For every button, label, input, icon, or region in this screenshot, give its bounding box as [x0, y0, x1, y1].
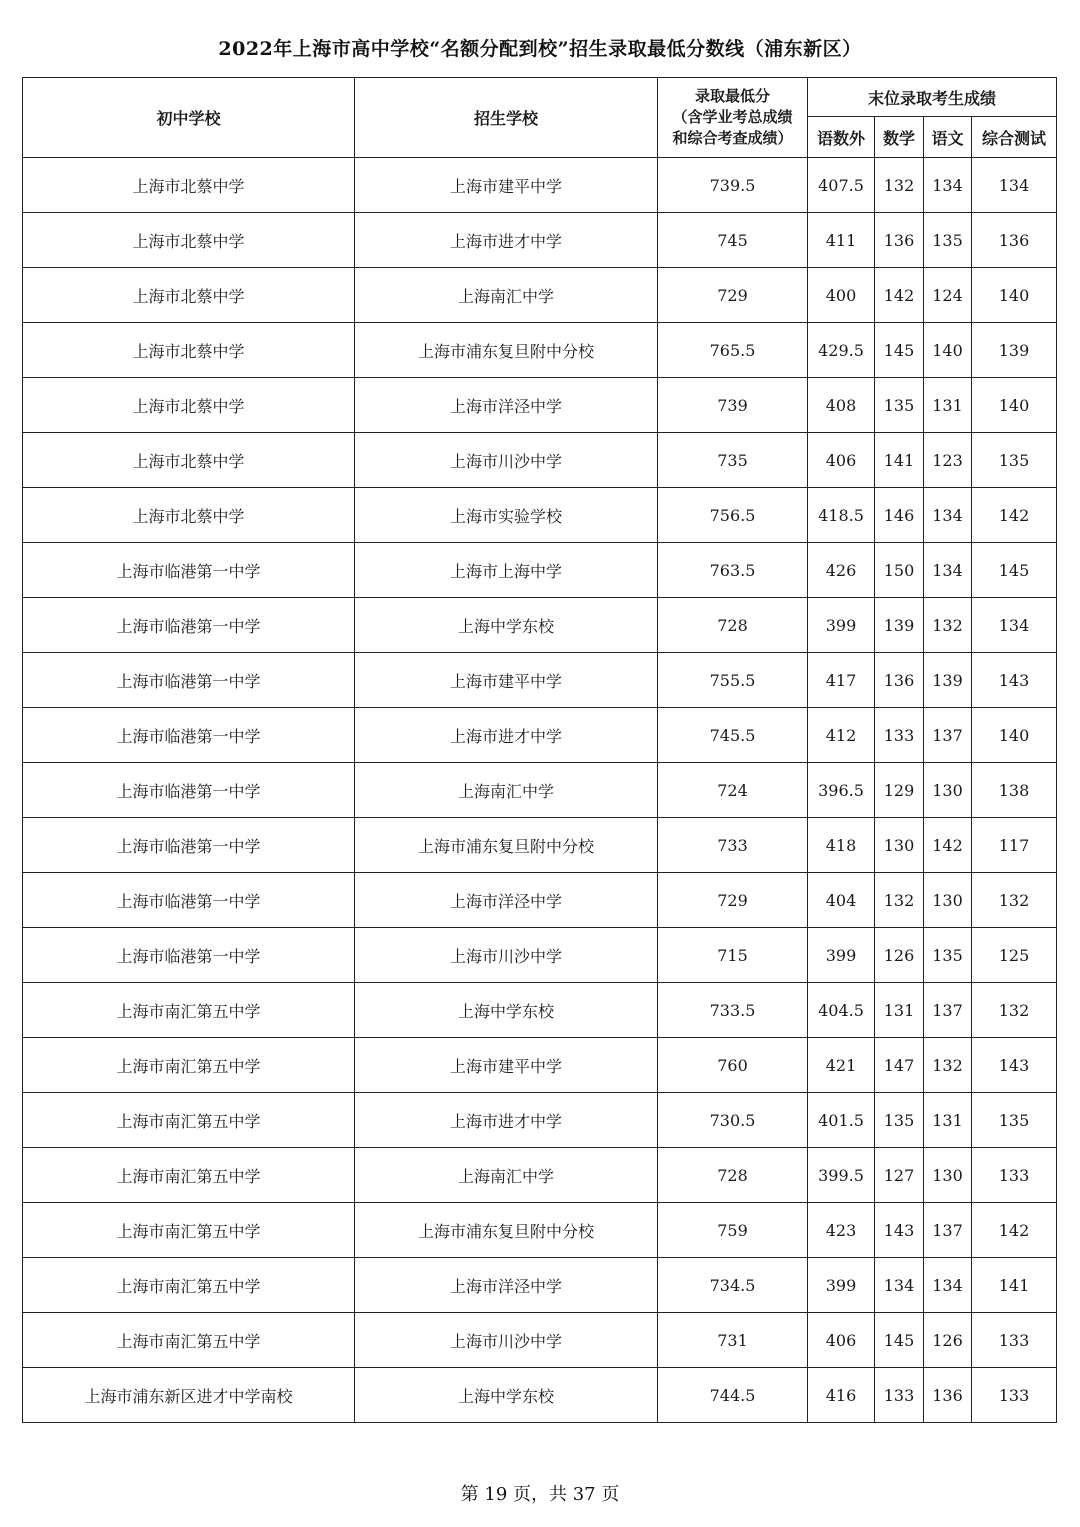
- cell-yushuwai: 407.5: [808, 158, 875, 213]
- cell-min-score: 728: [658, 598, 808, 653]
- cell-comprehensive: 133: [972, 1148, 1057, 1203]
- table-row: [23, 928, 1057, 983]
- cell-junior-school: 上海市北蔡中学: [23, 323, 355, 378]
- cell-enroll-school: 上海市建平中学: [355, 1038, 658, 1093]
- cell-enroll-school: 上海市川沙中学: [355, 928, 658, 983]
- cell-enroll-school: 上海市浦东复旦附中分校: [355, 818, 658, 873]
- table-row: [23, 1258, 1057, 1313]
- cell-comprehensive: 133: [972, 1368, 1057, 1423]
- cell-junior-school: 上海市临港第一中学: [23, 598, 355, 653]
- cell-junior-school: 上海市南汇第五中学: [23, 1313, 355, 1368]
- cell-chinese: 137: [924, 708, 972, 763]
- cell-junior-school: 上海市北蔡中学: [23, 378, 355, 433]
- header-min-score: [658, 78, 808, 158]
- cell-comprehensive: 136: [972, 213, 1057, 268]
- cell-junior-school: 上海市北蔡中学: [23, 433, 355, 488]
- cell-comprehensive: 134: [972, 598, 1057, 653]
- cell-enroll-school: 上海市川沙中学: [355, 433, 658, 488]
- cell-junior-school: 上海市临港第一中学: [23, 928, 355, 983]
- cell-yushuwai: 429.5: [808, 323, 875, 378]
- cell-junior-school: 上海市临港第一中学: [23, 543, 355, 598]
- cell-chinese: 135: [924, 213, 972, 268]
- cell-min-score: 724: [658, 763, 808, 818]
- header-last-admitted-group: 末位录取考生成绩: [808, 78, 1057, 117]
- cell-math: 150: [875, 543, 924, 598]
- cell-chinese: 123: [924, 433, 972, 488]
- cell-yushuwai: 404.5: [808, 983, 875, 1038]
- cell-math: 132: [875, 158, 924, 213]
- cell-math: 147: [875, 1038, 924, 1093]
- cell-junior-school: 上海市北蔡中学: [23, 213, 355, 268]
- cell-yushuwai: 404: [808, 873, 875, 928]
- cell-math: 131: [875, 983, 924, 1038]
- table-row: [23, 873, 1057, 928]
- table-row: [23, 1148, 1057, 1203]
- cell-comprehensive: 145: [972, 543, 1057, 598]
- cell-enroll-school: 上海市洋泾中学: [355, 378, 658, 433]
- cell-junior-school: 上海市临港第一中学: [23, 818, 355, 873]
- cell-min-score: 760: [658, 1038, 808, 1093]
- cell-min-score: 730.5: [658, 1093, 808, 1148]
- cell-junior-school: 上海市南汇第五中学: [23, 1203, 355, 1258]
- cell-yushuwai: 406: [808, 433, 875, 488]
- cell-yushuwai: 400: [808, 268, 875, 323]
- cell-junior-school: 上海市南汇第五中学: [23, 1038, 355, 1093]
- cell-enroll-school: 上海市建平中学: [355, 158, 658, 213]
- cell-math: 127: [875, 1148, 924, 1203]
- header-chinese: 语文: [924, 117, 972, 158]
- table-row: [23, 653, 1057, 708]
- cell-enroll-school: 上海市进才中学: [355, 213, 658, 268]
- cell-comprehensive: 143: [972, 653, 1057, 708]
- cell-junior-school: 上海市临港第一中学: [23, 763, 355, 818]
- cell-chinese: 134: [924, 158, 972, 213]
- cell-chinese: 134: [924, 488, 972, 543]
- cell-junior-school: 上海市浦东新区进才中学南校: [23, 1368, 355, 1423]
- cell-chinese: 124: [924, 268, 972, 323]
- cell-junior-school: 上海市南汇第五中学: [23, 1148, 355, 1203]
- cell-min-score: 763.5: [658, 543, 808, 598]
- cell-math: 134: [875, 1258, 924, 1313]
- cell-yushuwai: 406: [808, 1313, 875, 1368]
- cell-min-score: 745: [658, 213, 808, 268]
- cell-min-score: 739.5: [658, 158, 808, 213]
- cell-min-score: 728: [658, 1148, 808, 1203]
- cell-yushuwai: 416: [808, 1368, 875, 1423]
- cell-chinese: 132: [924, 598, 972, 653]
- cell-junior-school: 上海市南汇第五中学: [23, 1093, 355, 1148]
- cell-enroll-school: 上海中学东校: [355, 598, 658, 653]
- cell-enroll-school: 上海市进才中学: [355, 1093, 658, 1148]
- header-enroll-school: 招生学校: [355, 78, 658, 158]
- cell-comprehensive: 132: [972, 983, 1057, 1038]
- table-row: [23, 1093, 1057, 1148]
- cell-min-score: 715: [658, 928, 808, 983]
- table-row: [23, 1203, 1057, 1258]
- cell-yushuwai: 399: [808, 598, 875, 653]
- header-min-score-line2: （含学业考总成绩: [672, 108, 793, 126]
- header-yushuwai: 语数外: [808, 117, 875, 158]
- cell-min-score: 756.5: [658, 488, 808, 543]
- cell-comprehensive: 141: [972, 1258, 1057, 1313]
- table-row: [23, 543, 1057, 598]
- cell-junior-school: 上海市北蔡中学: [23, 158, 355, 213]
- cell-math: 142: [875, 268, 924, 323]
- cell-math: 136: [875, 213, 924, 268]
- cell-min-score: 729: [658, 873, 808, 928]
- table-row: [23, 708, 1057, 763]
- cell-math: 132: [875, 873, 924, 928]
- table-row: [23, 433, 1057, 488]
- cell-comprehensive: 140: [972, 708, 1057, 763]
- cell-math: 143: [875, 1203, 924, 1258]
- cell-min-score: 745.5: [658, 708, 808, 763]
- cell-comprehensive: 135: [972, 1093, 1057, 1148]
- cell-junior-school: 上海市临港第一中学: [23, 708, 355, 763]
- cell-enroll-school: 上海市川沙中学: [355, 1313, 658, 1368]
- cell-math: 135: [875, 1093, 924, 1148]
- cell-comprehensive: 138: [972, 763, 1057, 818]
- cell-math: 129: [875, 763, 924, 818]
- header-min-score-line1: 录取最低分: [694, 87, 770, 105]
- cell-math: 146: [875, 488, 924, 543]
- cell-comprehensive: 140: [972, 378, 1057, 433]
- cell-comprehensive: 139: [972, 323, 1057, 378]
- table-row: [23, 268, 1057, 323]
- cell-comprehensive: 125: [972, 928, 1057, 983]
- cell-comprehensive: 135: [972, 433, 1057, 488]
- table-row: [23, 1038, 1057, 1093]
- cell-enroll-school: 上海中学东校: [355, 1368, 658, 1423]
- header-junior-school: 初中学校: [23, 78, 355, 158]
- cell-min-score: 744.5: [658, 1368, 808, 1423]
- cell-chinese: 126: [924, 1313, 972, 1368]
- table-row: [23, 323, 1057, 378]
- cell-min-score: 739: [658, 378, 808, 433]
- cell-chinese: 130: [924, 1148, 972, 1203]
- cell-chinese: 130: [924, 873, 972, 928]
- table-row: [23, 818, 1057, 873]
- cell-math: 145: [875, 1313, 924, 1368]
- cell-min-score: 735: [658, 433, 808, 488]
- cell-comprehensive: 132: [972, 873, 1057, 928]
- cell-math: 135: [875, 378, 924, 433]
- cell-math: 126: [875, 928, 924, 983]
- table-row: [23, 378, 1057, 433]
- cell-junior-school: 上海市临港第一中学: [23, 873, 355, 928]
- cell-chinese: 134: [924, 543, 972, 598]
- cell-chinese: 142: [924, 818, 972, 873]
- table-row: [23, 1313, 1057, 1368]
- cell-yushuwai: 399: [808, 1258, 875, 1313]
- cell-yushuwai: 417: [808, 653, 875, 708]
- cell-enroll-school: 上海市实验学校: [355, 488, 658, 543]
- cell-chinese: 140: [924, 323, 972, 378]
- cell-junior-school: 上海市临港第一中学: [23, 653, 355, 708]
- cell-chinese: 137: [924, 1203, 972, 1258]
- cell-chinese: 137: [924, 983, 972, 1038]
- table-row: [23, 213, 1057, 268]
- cell-min-score: 731: [658, 1313, 808, 1368]
- table-row: [23, 488, 1057, 543]
- cell-chinese: 135: [924, 928, 972, 983]
- table-row: [23, 598, 1057, 653]
- cell-yushuwai: 396.5: [808, 763, 875, 818]
- cell-math: 133: [875, 708, 924, 763]
- document-title: 2022年上海市高中学校“名额分配到校”招生录取最低分数线（浦东新区）: [218, 38, 862, 60]
- cell-math: 133: [875, 1368, 924, 1423]
- cell-comprehensive: 133: [972, 1313, 1057, 1368]
- table-row: [23, 1368, 1057, 1423]
- table-body: [23, 158, 1057, 1423]
- cell-min-score: 765.5: [658, 323, 808, 378]
- cell-enroll-school: 上海市浦东复旦附中分校: [355, 1203, 658, 1258]
- cell-chinese: 139: [924, 653, 972, 708]
- cell-enroll-school: 上海市建平中学: [355, 653, 658, 708]
- cell-math: 139: [875, 598, 924, 653]
- cell-chinese: 132: [924, 1038, 972, 1093]
- cell-enroll-school: 上海南汇中学: [355, 268, 658, 323]
- cell-comprehensive: 142: [972, 488, 1057, 543]
- cell-comprehensive: 143: [972, 1038, 1057, 1093]
- table-row: [23, 158, 1057, 213]
- cell-yushuwai: 408: [808, 378, 875, 433]
- cell-yushuwai: 418: [808, 818, 875, 873]
- cell-min-score: 733: [658, 818, 808, 873]
- cell-math: 145: [875, 323, 924, 378]
- cell-enroll-school: 上海市进才中学: [355, 708, 658, 763]
- cell-yushuwai: 418.5: [808, 488, 875, 543]
- cell-junior-school: 上海市北蔡中学: [23, 268, 355, 323]
- admission-score-table: [22, 77, 1057, 1423]
- cell-min-score: 759: [658, 1203, 808, 1258]
- cell-math: 136: [875, 653, 924, 708]
- cell-junior-school: 上海市南汇第五中学: [23, 983, 355, 1038]
- cell-min-score: 733.5: [658, 983, 808, 1038]
- cell-chinese: 131: [924, 378, 972, 433]
- cell-yushuwai: 411: [808, 213, 875, 268]
- cell-yushuwai: 399.5: [808, 1148, 875, 1203]
- table-row: [23, 983, 1057, 1038]
- cell-math: 130: [875, 818, 924, 873]
- cell-min-score: 734.5: [658, 1258, 808, 1313]
- cell-comprehensive: 140: [972, 268, 1057, 323]
- cell-min-score: 729: [658, 268, 808, 323]
- cell-chinese: 136: [924, 1368, 972, 1423]
- cell-comprehensive: 142: [972, 1203, 1057, 1258]
- cell-comprehensive: 117: [972, 818, 1057, 873]
- cell-junior-school: 上海市南汇第五中学: [23, 1258, 355, 1313]
- cell-yushuwai: 412: [808, 708, 875, 763]
- cell-min-score: 755.5: [658, 653, 808, 708]
- cell-yushuwai: 399: [808, 928, 875, 983]
- cell-enroll-school: 上海南汇中学: [355, 1148, 658, 1203]
- header-min-score-line3: 和综合考查成绩）: [672, 129, 793, 147]
- cell-comprehensive: 134: [972, 158, 1057, 213]
- cell-enroll-school: 上海中学东校: [355, 983, 658, 1038]
- cell-math: 141: [875, 433, 924, 488]
- cell-chinese: 131: [924, 1093, 972, 1148]
- page-footer: 第 19 页，共 37 页: [460, 1484, 620, 1505]
- header-comprehensive: 综合测试: [972, 117, 1057, 158]
- table-row: [23, 763, 1057, 818]
- cell-enroll-school: 上海市上海中学: [355, 543, 658, 598]
- cell-chinese: 134: [924, 1258, 972, 1313]
- cell-chinese: 130: [924, 763, 972, 818]
- cell-enroll-school: 上海市浦东复旦附中分校: [355, 323, 658, 378]
- header-math: 数学: [875, 117, 924, 158]
- cell-yushuwai: 426: [808, 543, 875, 598]
- cell-enroll-school: 上海市洋泾中学: [355, 873, 658, 928]
- cell-yushuwai: 423: [808, 1203, 875, 1258]
- cell-yushuwai: 401.5: [808, 1093, 875, 1148]
- cell-enroll-school: 上海市洋泾中学: [355, 1258, 658, 1313]
- cell-enroll-school: 上海南汇中学: [355, 763, 658, 818]
- cell-junior-school: 上海市北蔡中学: [23, 488, 355, 543]
- cell-yushuwai: 421: [808, 1038, 875, 1093]
